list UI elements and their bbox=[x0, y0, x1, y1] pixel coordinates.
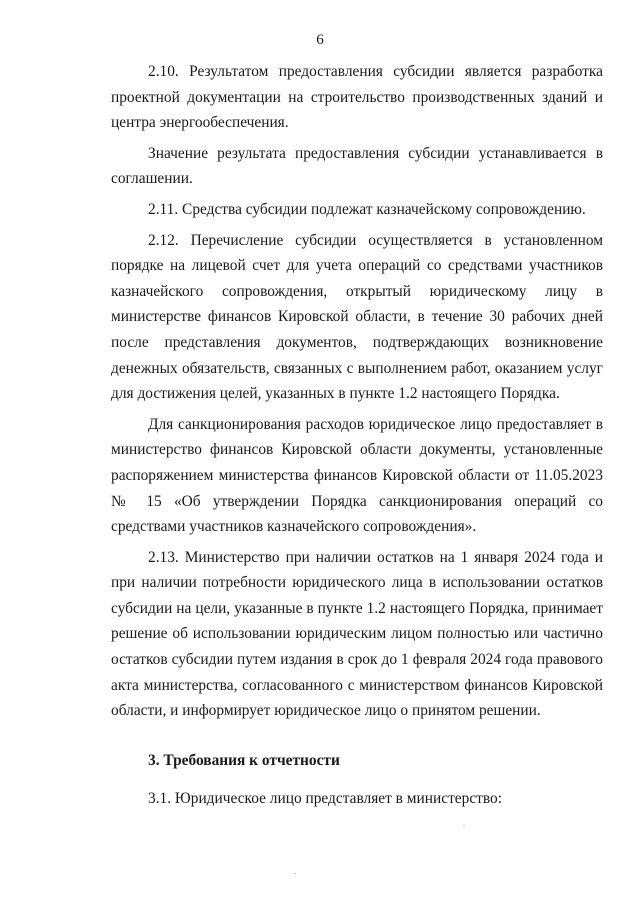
paragraph-3-1: 3.1. Юридическое лицо представляет в министерство: bbox=[148, 790, 503, 808]
paragraph-2-13: 2.13. Министерство при наличии остатков на 1 января 2024 года и при наличии потребности юридического лица в использовании остатков субсидии на цели, указанные в пункте 1.2 настоящего Порядка, принимает решение об использовании юридическим лицом полностью или частично остатков субсидии путем издания в срок до 1 февраля 2024 года правового акта министерства, согласованного с министерством финансов Кировской области, и информирует юридическое лицо о принятом решении. bbox=[111, 548, 603, 720]
paragraph-2-10: 2.10. Результатом предоставления субсидии является разработка проектной документации на строительство производственных зданий и центра энергообеспечения. bbox=[111, 63, 603, 132]
section-heading: 3. Требования к отчетности bbox=[148, 751, 340, 769]
scan-speck bbox=[463, 825, 465, 826]
document-body bbox=[111, 59, 603, 817]
paragraph-authorization: Для санкционирования расходов юридическое лицо предоставляет в министерство финансов Кировской области документы, установленные распоряжением министерства финансов Кировской области от 11.05.2023 № 15 «Об утверждении Порядка санкционирования операций со средствами участников казначейского сопровождения». bbox=[111, 415, 603, 536]
paragraph-2-11: 2.11. Средства субсидии подлежат казначейскому сопровождению. bbox=[148, 200, 586, 218]
paragraph-result-value: Значение результата предоставления субсидии устанавливается в соглашении. bbox=[111, 144, 603, 188]
paragraph-2-12: 2.12. Перечисление субсидии осуществляется в установленном порядке на лицевой счет для учета операций со средствами участников казначейского сопровождения, открытый юридическому лицу в министерстве финансов Кировской области, в течение 30 рабочих дней после представления документов, подтверждающих возникновение денежных обязательств, связанных с выполнением работ, оказанием услуг для достижения целей, указанных в пункте 1.2 настоящего Порядка. bbox=[111, 231, 603, 403]
scan-speck bbox=[294, 873, 296, 874]
page-number: 6 bbox=[316, 32, 324, 48]
